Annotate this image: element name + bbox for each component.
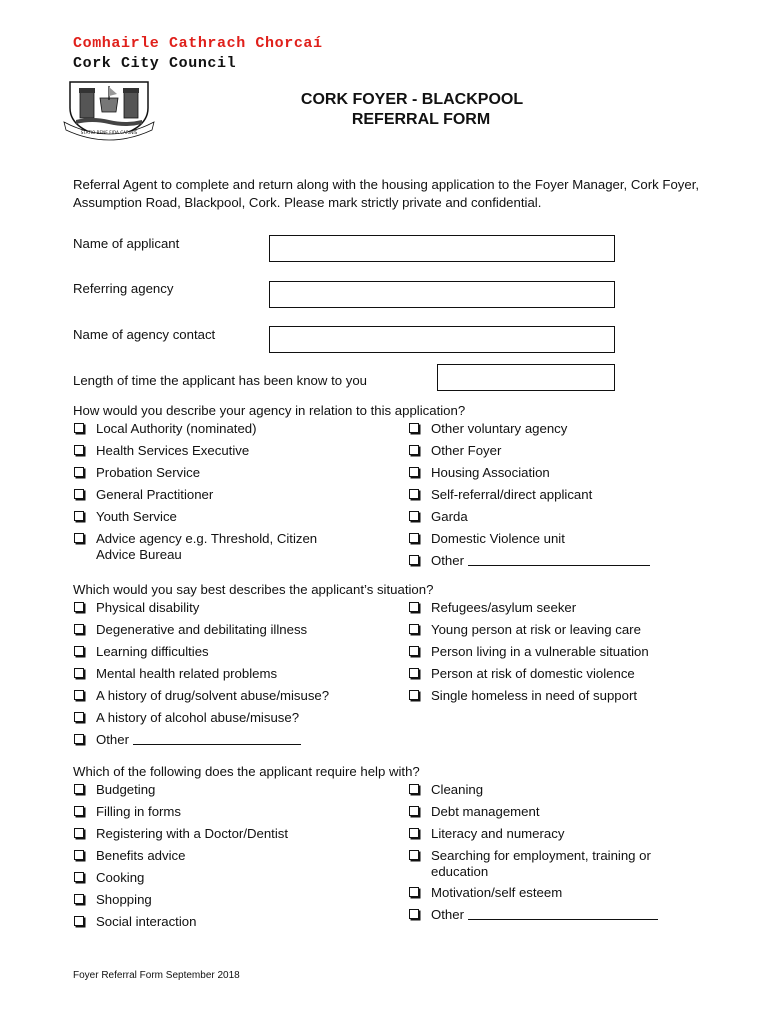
intro-text: Referral Agent to complete and return along with the housing application to the Foyer Manager, Cork Foyer, Assumption Road, Blackpool, Cork. Please mark strictly private and confidential.: [73, 177, 700, 210]
checkbox-icon[interactable]: [74, 533, 84, 543]
help-question: Which of the following does the applicant require help with?: [73, 764, 420, 779]
checkbox-icon[interactable]: [409, 602, 419, 612]
footer-text: Foyer Referral Form September 2018: [73, 970, 240, 981]
checkbox-label: General Practitioner: [96, 487, 214, 502]
form-title-line1: CORK FOYER - BLACKPOOL: [300, 91, 524, 108]
checkbox-label: Health Services Executive: [96, 443, 250, 458]
checkbox-icon[interactable]: [409, 850, 419, 860]
checkbox-icon[interactable]: [74, 894, 84, 904]
checkbox-option[interactable]: [74, 600, 199, 616]
checkbox-icon[interactable]: [74, 872, 84, 882]
checkbox-option[interactable]: [74, 622, 307, 638]
checkbox-option[interactable]: [409, 666, 635, 682]
checkbox-icon[interactable]: [74, 690, 84, 700]
checkbox-label: Person at risk of domestic violence: [431, 666, 635, 681]
checkbox-icon[interactable]: [409, 467, 419, 477]
agency-contact-label: Name of agency contact: [73, 327, 216, 342]
checkbox-icon[interactable]: [409, 555, 419, 565]
checkbox-icon[interactable]: [74, 828, 84, 838]
checkbox-icon[interactable]: [74, 489, 84, 499]
checkbox-icon[interactable]: [409, 423, 419, 433]
checkbox-label: Other Foyer: [431, 443, 502, 458]
checkbox-label: Cleaning: [431, 782, 484, 797]
time-known-label: Length of time the applicant has been know to you: [73, 373, 367, 388]
other-fill-line[interactable]: [133, 732, 301, 745]
checkbox-icon[interactable]: [74, 712, 84, 722]
checkbox-icon[interactable]: [74, 467, 84, 477]
checkbox-icon[interactable]: [74, 668, 84, 678]
checkbox-option[interactable]: [409, 509, 468, 525]
checkbox-label: Shopping: [96, 892, 152, 907]
checkbox-label: Local Authority (nominated): [96, 421, 257, 436]
checkbox-label: Housing Association: [431, 465, 550, 480]
checkbox-option[interactable]: [409, 465, 550, 481]
checkbox-icon[interactable]: [74, 784, 84, 794]
agency-contact-input[interactable]: [269, 326, 615, 353]
checkbox-icon[interactable]: [409, 887, 419, 897]
checkbox-icon[interactable]: [409, 668, 419, 678]
checkbox-option[interactable]: [74, 914, 196, 930]
checkbox-option[interactable]: [74, 644, 209, 660]
checkbox-icon[interactable]: [74, 806, 84, 816]
checkbox-option[interactable]: [409, 531, 565, 547]
checkbox-label: Self-referral/direct applicant: [431, 487, 593, 502]
referring-agency-input[interactable]: [269, 281, 615, 308]
other-fill-line[interactable]: [468, 907, 658, 920]
checkbox-option[interactable]: [74, 688, 329, 704]
checkbox-label: Single homeless in need of support: [431, 688, 638, 703]
checkbox-option[interactable]: [409, 600, 576, 616]
checkbox-icon[interactable]: [409, 828, 419, 838]
checkbox-option[interactable]: [74, 732, 301, 748]
checkbox-label: Cooking: [96, 870, 145, 885]
checkbox-label: Garda: [431, 509, 468, 524]
checkbox-option[interactable]: [409, 421, 567, 437]
checkbox-option[interactable]: [74, 421, 257, 437]
checkbox-option[interactable]: [74, 892, 152, 908]
checkbox-label: Motivation/self esteem: [431, 885, 563, 900]
checkbox-option[interactable]: [74, 826, 288, 842]
checkbox-option[interactable]: [74, 509, 177, 525]
checkbox-icon[interactable]: [74, 511, 84, 521]
checkbox-label: Domestic Violence unit: [431, 531, 565, 546]
checkbox-label: A history of alcohol abuse/misuse?: [96, 710, 300, 725]
checkbox-label: Probation Service: [96, 465, 201, 480]
checkbox-option[interactable]: [74, 666, 277, 682]
referring-agency-label: Referring agency: [73, 281, 174, 296]
checkbox-icon[interactable]: [409, 690, 419, 700]
checkbox-option[interactable]: [74, 710, 299, 726]
checkbox-option[interactable]: [74, 804, 181, 820]
council-english-name: Cork City Council: [73, 55, 237, 72]
checkbox-option[interactable]: [409, 443, 501, 459]
checkbox-label: Benefits advice: [96, 848, 186, 863]
checkbox-label: Young person at risk or leaving care: [431, 622, 641, 637]
checkbox-label: Physical disability: [96, 600, 200, 615]
checkbox-label: Other: [431, 553, 464, 568]
checkbox-option[interactable]: [409, 553, 650, 569]
checkbox-icon[interactable]: [409, 806, 419, 816]
checkbox-label: Degenerative and debilitating illness: [96, 622, 308, 637]
checkbox-option[interactable]: [74, 465, 200, 481]
checkbox-icon[interactable]: [74, 602, 84, 612]
applicant-name-input[interactable]: [269, 235, 615, 262]
checkbox-label: Other: [96, 732, 129, 747]
checkbox-icon[interactable]: [74, 916, 84, 926]
checkbox-icon[interactable]: [409, 489, 419, 499]
checkbox-option[interactable]: [409, 848, 651, 880]
checkbox-option[interactable]: [409, 885, 562, 901]
checkbox-label: Person living in a vulnerable situation: [431, 644, 649, 659]
checkbox-option[interactable]: [409, 782, 483, 798]
checkbox-label: Other: [431, 907, 464, 922]
time-known-input[interactable]: [437, 364, 615, 391]
agency-question: How would you describe your agency in relation to this application?: [73, 403, 466, 418]
checkbox-icon[interactable]: [74, 646, 84, 656]
council-irish-name: Comhairle Cathrach Chorcaí: [73, 35, 323, 52]
checkbox-label: A history of drug/solvent abuse/misuse?: [96, 688, 330, 703]
checkbox-label: Debt management: [431, 804, 540, 819]
checkbox-icon[interactable]: [409, 784, 419, 794]
checkbox-label: Searching for employment, training or education: [431, 848, 651, 879]
checkbox-icon[interactable]: [409, 646, 419, 656]
checkbox-label: Literacy and numeracy: [431, 826, 565, 841]
checkbox-icon[interactable]: [74, 445, 84, 455]
checkbox-option[interactable]: [74, 531, 317, 563]
checkbox-option[interactable]: [409, 644, 649, 660]
checkbox-label: Learning difficulties: [96, 644, 209, 659]
applicant-name-label: Name of applicant: [73, 236, 180, 251]
checkbox-label: Mental health related problems: [96, 666, 278, 681]
form-title-line2: REFERRAL FORM: [351, 111, 491, 128]
checkbox-option[interactable]: [409, 688, 637, 704]
checkbox-option[interactable]: [409, 622, 641, 638]
checkbox-option[interactable]: [74, 443, 249, 459]
checkbox-icon[interactable]: [74, 624, 84, 634]
checkbox-option[interactable]: [74, 782, 155, 798]
form-title: [262, 90, 562, 130]
checkbox-label: Advice agency e.g. Threshold, Citizen Advice Bureau: [96, 531, 318, 562]
other-fill-line[interactable]: [468, 553, 650, 566]
checkbox-option[interactable]: [74, 870, 144, 886]
checkbox-label: Refugees/asylum seeker: [431, 600, 577, 615]
checkbox-option[interactable]: [409, 487, 592, 503]
checkbox-icon[interactable]: [409, 909, 419, 919]
checkbox-option[interactable]: [409, 804, 540, 820]
checkbox-option[interactable]: [409, 826, 564, 842]
checkbox-option[interactable]: [74, 848, 185, 864]
situation-question: Which would you say best describes the applicant’s situation?: [73, 582, 434, 597]
checkbox-label: Youth Service: [96, 509, 177, 524]
checkbox-label: Budgeting: [96, 782, 156, 797]
checkbox-option[interactable]: [74, 487, 213, 503]
checkbox-icon[interactable]: [409, 533, 419, 543]
checkbox-option[interactable]: [409, 907, 658, 923]
checkbox-icon[interactable]: [409, 624, 419, 634]
checkbox-label: Registering with a Doctor/Dentist: [96, 826, 289, 841]
checkbox-label: Filling in forms: [96, 804, 182, 819]
checkbox-icon[interactable]: [74, 423, 84, 433]
checkbox-icon[interactable]: [74, 850, 84, 860]
checkbox-label: Social interaction: [96, 914, 197, 929]
crest-motto: STATIO BENE FIDA CARINIS: [80, 130, 138, 135]
checkbox-icon[interactable]: [409, 511, 419, 521]
checkbox-label: Other voluntary agency: [431, 421, 568, 436]
checkbox-icon[interactable]: [409, 445, 419, 455]
council-crest-logo: [62, 78, 156, 142]
checkbox-icon[interactable]: [74, 734, 84, 744]
